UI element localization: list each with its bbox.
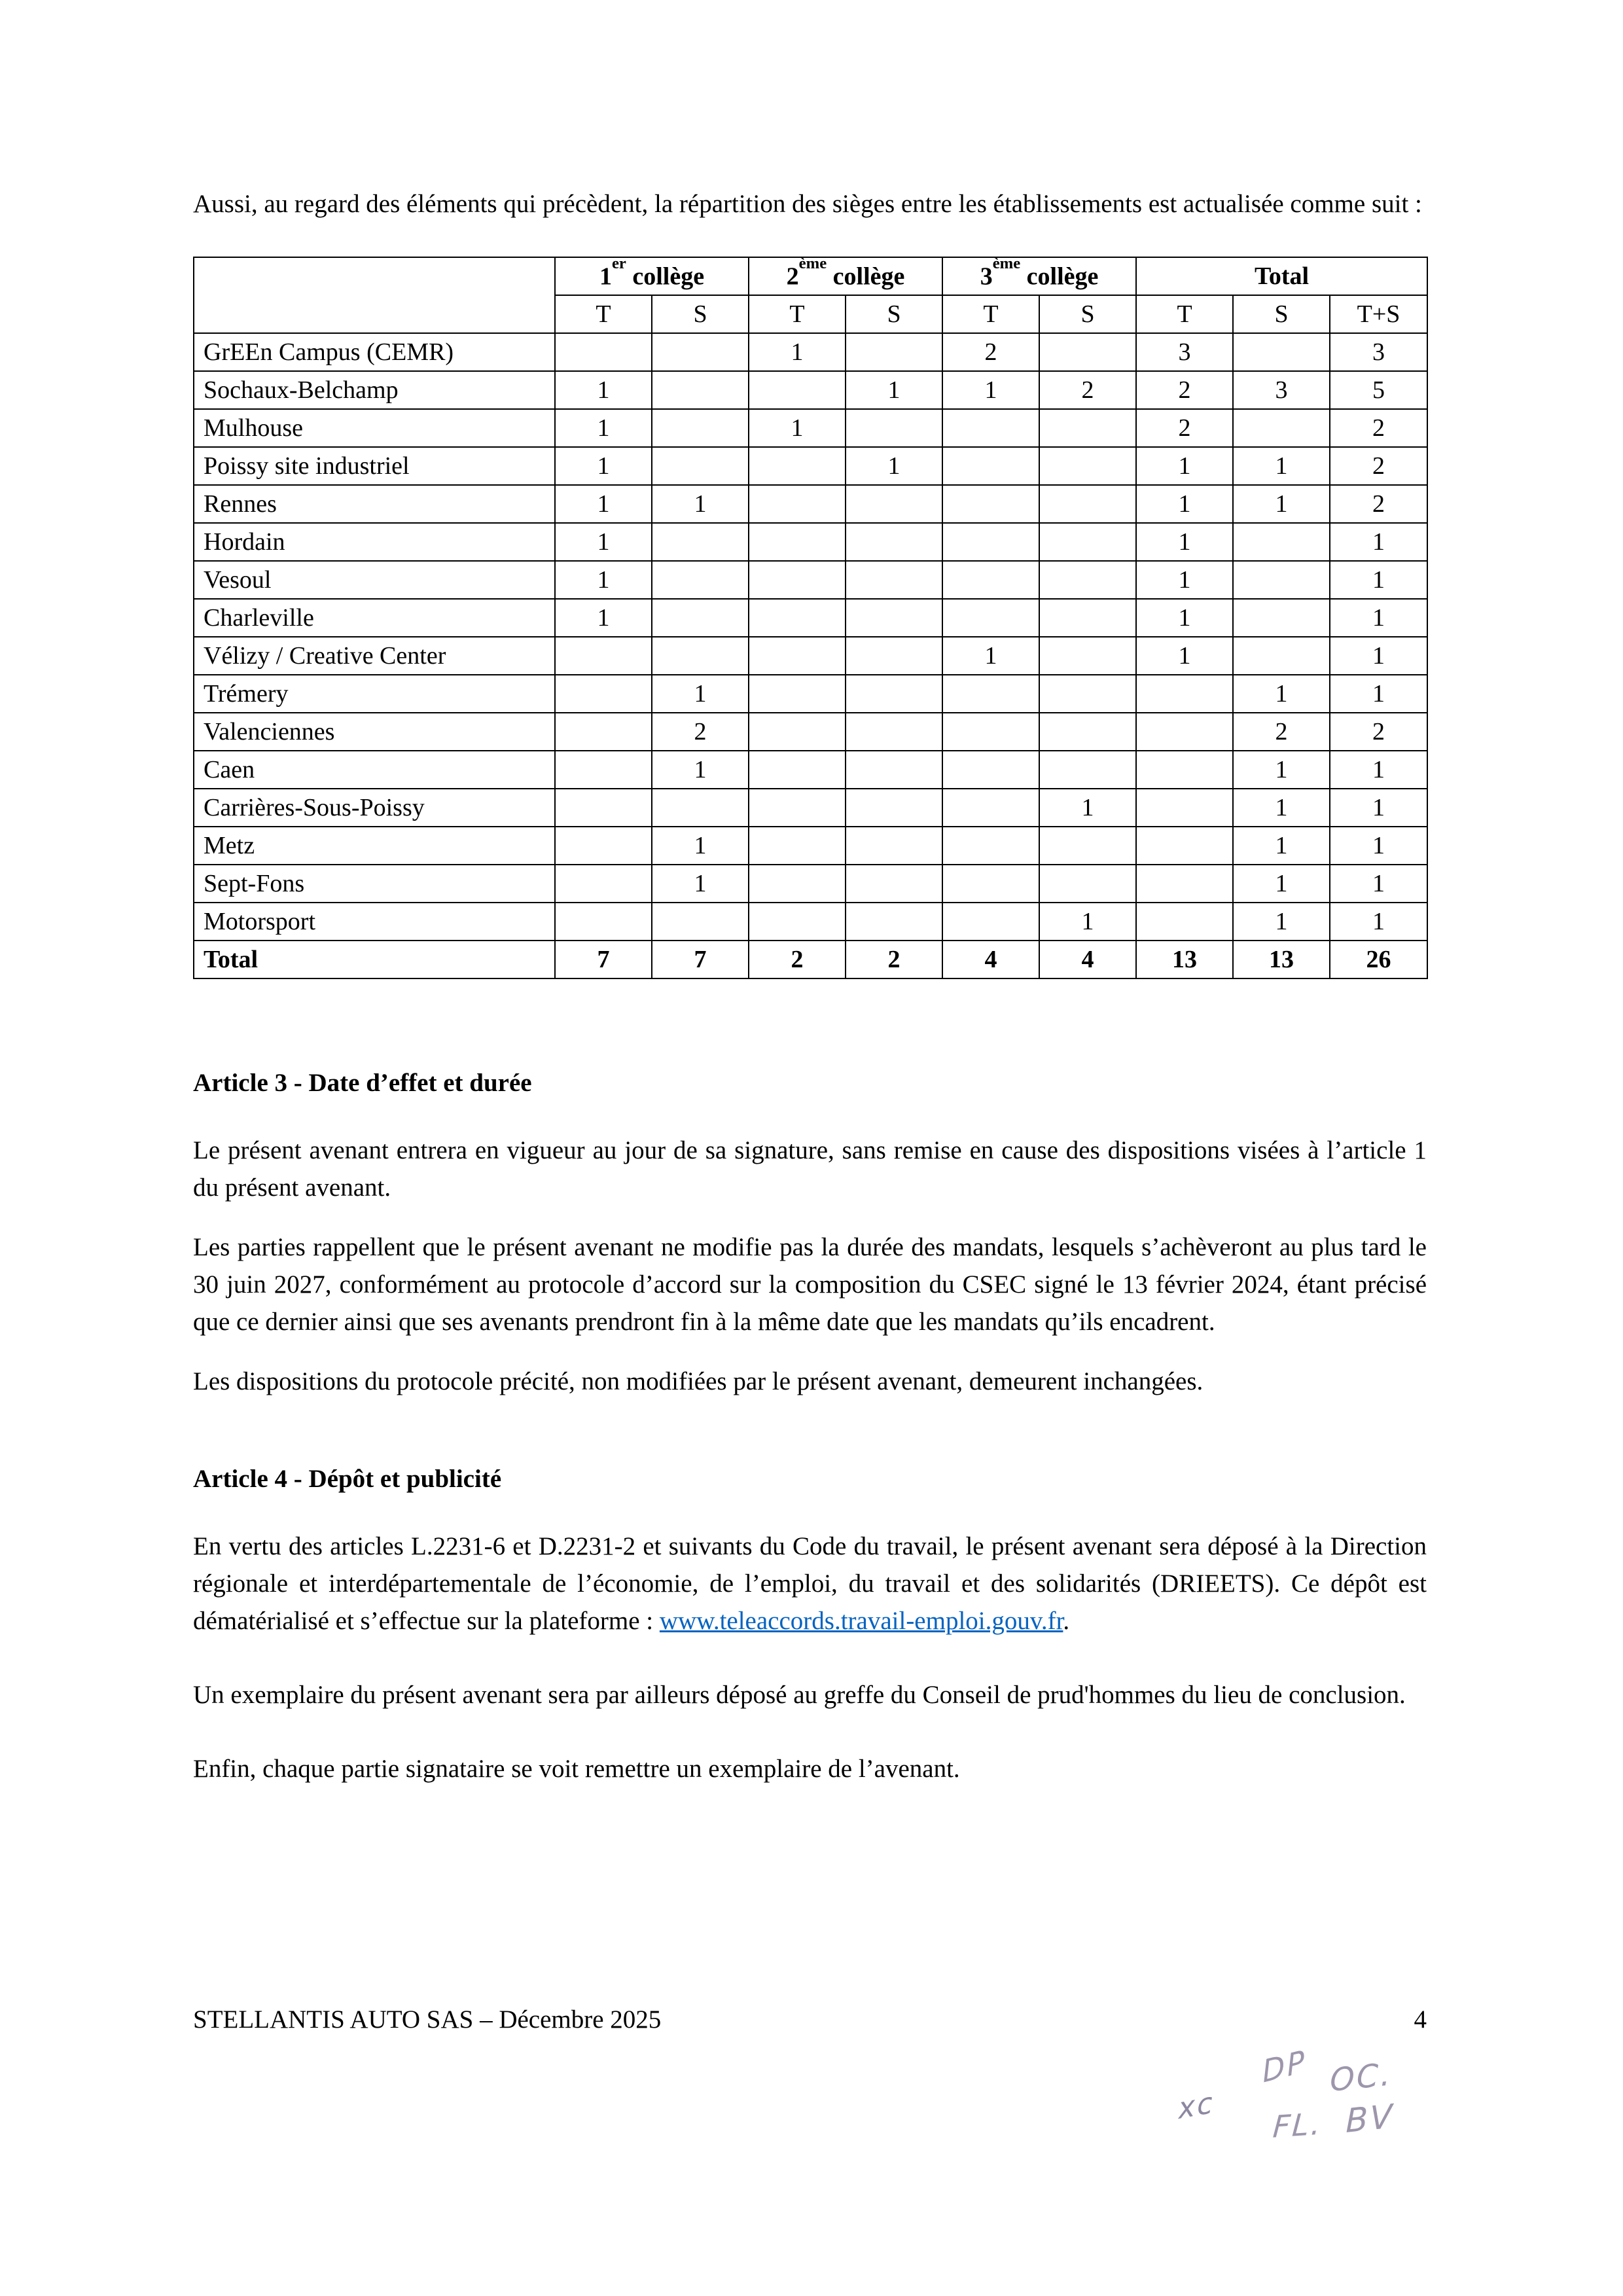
value-cell — [555, 903, 652, 941]
value-cell — [652, 333, 749, 371]
value-cell — [749, 789, 846, 827]
value-cell — [1233, 599, 1330, 637]
table-row — [194, 371, 1427, 409]
value-cell — [942, 865, 1039, 903]
table-row — [194, 599, 1427, 637]
college-1-number: 1 — [599, 262, 612, 291]
value-cell — [1136, 789, 1233, 827]
site-name-cell: Carrières-Sous-Poissy — [194, 789, 555, 827]
site-name-cell: Mulhouse — [194, 409, 555, 447]
value-cell — [555, 827, 652, 865]
value-cell — [749, 751, 846, 789]
subheader-total-s: S — [1233, 295, 1330, 333]
value-cell: 2 — [749, 941, 846, 978]
value-cell — [942, 523, 1039, 561]
value-cell — [942, 827, 1039, 865]
value-cell — [942, 713, 1039, 751]
value-cell — [1233, 523, 1330, 561]
value-cell — [846, 561, 942, 599]
value-cell — [749, 447, 846, 485]
value-cell — [1136, 751, 1233, 789]
value-cell: 1 — [1233, 827, 1330, 865]
value-cell: 1 — [1233, 789, 1330, 827]
subheader-s2: S — [846, 295, 942, 333]
value-cell — [942, 675, 1039, 713]
value-cell — [1136, 675, 1233, 713]
value-cell: 2 — [652, 713, 749, 751]
value-cell: 7 — [555, 941, 652, 978]
value-cell — [942, 789, 1039, 827]
value-cell: 1 — [1233, 865, 1330, 903]
value-cell: 1 — [555, 447, 652, 485]
table-body — [194, 333, 1427, 978]
value-cell — [1039, 561, 1136, 599]
value-cell: 1 — [1136, 485, 1233, 523]
value-cell — [1233, 561, 1330, 599]
value-cell: 1 — [652, 751, 749, 789]
value-cell: 13 — [1136, 941, 1233, 978]
value-cell: 1 — [846, 371, 942, 409]
value-cell — [555, 751, 652, 789]
value-cell — [652, 637, 749, 675]
value-cell: 1 — [555, 409, 652, 447]
handwritten-initials-dp: DP — [1261, 2043, 1308, 2090]
value-cell: 26 — [1330, 941, 1427, 978]
table-row — [194, 675, 1427, 713]
value-cell: 1 — [1039, 789, 1136, 827]
article-4-paragraph-1 — [193, 1528, 1427, 1640]
handwritten-initials-bv: BV — [1346, 2096, 1395, 2141]
value-cell — [846, 789, 942, 827]
value-cell: 1 — [1233, 485, 1330, 523]
college-1-label: collège — [626, 262, 705, 291]
value-cell — [749, 865, 846, 903]
value-cell — [942, 903, 1039, 941]
value-cell — [1136, 865, 1233, 903]
value-cell: 1 — [555, 523, 652, 561]
value-cell: 1 — [555, 599, 652, 637]
site-name-cell: Trémery — [194, 675, 555, 713]
value-cell — [749, 827, 846, 865]
value-cell — [652, 447, 749, 485]
table-row — [194, 333, 1427, 371]
value-cell: 1 — [652, 865, 749, 903]
college-3-header — [942, 254, 1136, 295]
value-cell: 1 — [1039, 903, 1136, 941]
value-cell: 2 — [1330, 409, 1427, 447]
value-cell: 1 — [1330, 789, 1427, 827]
value-cell — [749, 675, 846, 713]
college-2-number: 2 — [786, 262, 799, 291]
college-3-number: 3 — [980, 262, 993, 291]
subheader-t1: T — [555, 295, 652, 333]
value-cell — [846, 903, 942, 941]
value-cell — [652, 561, 749, 599]
subheader-t3: T — [942, 295, 1039, 333]
table-row — [194, 941, 1427, 978]
value-cell — [555, 865, 652, 903]
table-row — [194, 561, 1427, 599]
value-cell: 1 — [652, 675, 749, 713]
table-row — [194, 865, 1427, 903]
article-3-paragraph-1: Le présent avenant entrera en vigueur au jour de sa signature, sans remise en cause des dispositions visées à l’article 1 du présent avenant. — [193, 1136, 1427, 1202]
intro-paragraph: Aussi, au regard des éléments qui précèdent, la répartition des sièges entre les établissements est actualisée comme suit : — [193, 190, 1422, 218]
handwritten-initials-oc: OC. — [1330, 2055, 1393, 2100]
value-cell: 1 — [942, 637, 1039, 675]
value-cell — [942, 485, 1039, 523]
value-cell — [846, 485, 942, 523]
value-cell: 1 — [1233, 447, 1330, 485]
value-cell: 2 — [1039, 371, 1136, 409]
article-4-paragraph-1-text: En vertu des articles L.2231-6 et D.2231-2 et suivants du Code du travail, le présent avenant sera déposé à la Direction régionale et interdépartementale de l’économie, de l’emploi, du travail et des solidarités (DRIEETS). Ce dépôt est dématérialisé et s’effectue sur la plateforme : — [193, 1532, 1427, 1635]
table-row — [194, 713, 1427, 751]
value-cell — [1039, 751, 1136, 789]
college-1-ordinal: er — [611, 254, 626, 272]
value-cell — [1136, 903, 1233, 941]
subheader-total-t: T — [1136, 295, 1233, 333]
value-cell — [652, 789, 749, 827]
value-cell: 1 — [555, 371, 652, 409]
value-cell: 1 — [1136, 561, 1233, 599]
value-cell — [749, 561, 846, 599]
site-name-cell: Poissy site industriel — [194, 447, 555, 485]
value-cell: 3 — [1136, 333, 1233, 371]
table-row — [194, 637, 1427, 675]
value-cell — [1136, 713, 1233, 751]
value-cell: 1 — [1330, 561, 1427, 599]
subheader-total-ts: T+S — [1330, 295, 1427, 333]
value-cell — [652, 599, 749, 637]
value-cell — [1039, 675, 1136, 713]
subheader-s1: S — [652, 295, 749, 333]
value-cell — [846, 827, 942, 865]
value-cell — [846, 637, 942, 675]
value-cell — [942, 561, 1039, 599]
site-name-cell: GrEEn Campus (CEMR) — [194, 333, 555, 371]
value-cell: 2 — [846, 941, 942, 978]
table-row — [194, 827, 1427, 865]
value-cell: 1 — [749, 409, 846, 447]
value-cell — [846, 599, 942, 637]
value-cell — [555, 713, 652, 751]
value-cell — [749, 637, 846, 675]
value-cell: 1 — [1330, 637, 1427, 675]
seats-allocation-table — [193, 254, 1428, 979]
site-name-cell: Rennes — [194, 485, 555, 523]
value-cell: 1 — [1136, 599, 1233, 637]
value-cell: 3 — [1330, 333, 1427, 371]
table-row — [194, 485, 1427, 523]
value-cell: 1 — [1330, 599, 1427, 637]
value-cell — [942, 751, 1039, 789]
value-cell: 2 — [1136, 409, 1233, 447]
empty-corner-cell — [194, 257, 555, 333]
college-2-label: collège — [827, 262, 905, 291]
value-cell: 1 — [1330, 675, 1427, 713]
value-cell: 1 — [1233, 675, 1330, 713]
college-3-ordinal: ème — [992, 254, 1021, 272]
article-3-heading: Article 3 - Date d’effet et durée — [193, 1069, 532, 1097]
value-cell — [749, 599, 846, 637]
value-cell: 13 — [1233, 941, 1330, 978]
table-row — [194, 903, 1427, 941]
total-header: Total — [1136, 257, 1427, 295]
table-row — [194, 447, 1427, 485]
value-cell — [1039, 485, 1136, 523]
value-cell: 7 — [652, 941, 749, 978]
value-cell: 1 — [555, 561, 652, 599]
value-cell: 2 — [1233, 713, 1330, 751]
handwritten-initials-xc: xc — [1177, 2085, 1215, 2126]
value-cell — [942, 409, 1039, 447]
value-cell — [1136, 827, 1233, 865]
site-name-cell: Total — [194, 941, 555, 978]
site-name-cell: Sept-Fons — [194, 865, 555, 903]
value-cell: 1 — [749, 333, 846, 371]
value-cell: 5 — [1330, 371, 1427, 409]
value-cell — [652, 523, 749, 561]
article-3-paragraph-2: Les parties rappellent que le présent avenant ne modifie pas la durée des mandats, lesquels s’achèveront au plus tard le 30 juin 2027, conformément au protocole d’accord sur la composition du CSEC signé le 13 février 2024, étant précisé que ce dernier ainsi que ses avenants prendront fin à la même date que les mandats qu’ils encadrent. — [193, 1233, 1427, 1336]
value-cell — [652, 371, 749, 409]
college-2-header — [749, 254, 942, 295]
value-cell — [555, 637, 652, 675]
value-cell — [846, 523, 942, 561]
value-cell: 1 — [1136, 447, 1233, 485]
value-cell — [652, 409, 749, 447]
value-cell: 3 — [1233, 371, 1330, 409]
subheader-t2: T — [749, 295, 846, 333]
value-cell — [749, 903, 846, 941]
value-cell — [749, 523, 846, 561]
page-content — [193, 185, 1427, 1787]
value-cell: 1 — [1136, 637, 1233, 675]
value-cell — [1233, 333, 1330, 371]
site-name-cell: Hordain — [194, 523, 555, 561]
site-name-cell: Sochaux-Belchamp — [194, 371, 555, 409]
college-1-header — [555, 254, 749, 295]
value-cell — [1039, 827, 1136, 865]
site-name-cell: Metz — [194, 827, 555, 865]
value-cell: 1 — [1330, 751, 1427, 789]
value-cell — [1039, 713, 1136, 751]
teleaccords-link[interactable]: www.teleaccords.travail-emploi.gouv.fr — [659, 1607, 1063, 1635]
value-cell — [1039, 447, 1136, 485]
value-cell: 1 — [846, 447, 942, 485]
value-cell: 2 — [1330, 447, 1427, 485]
footer-document-title: STELLANTIS AUTO SAS – Décembre 2025 — [193, 2005, 662, 2034]
site-name-cell: Vélizy / Creative Center — [194, 637, 555, 675]
value-cell: 1 — [555, 485, 652, 523]
article-4-heading: Article 4 - Dépôt et publicité — [193, 1465, 502, 1493]
value-cell: 1 — [1330, 827, 1427, 865]
value-cell: 1 — [1330, 865, 1427, 903]
college-header-row — [194, 257, 1427, 295]
value-cell — [846, 865, 942, 903]
subheader-s3: S — [1039, 295, 1136, 333]
site-name-cell: Vesoul — [194, 561, 555, 599]
value-cell — [846, 713, 942, 751]
value-cell: 2 — [1330, 485, 1427, 523]
site-name-cell: Motorsport — [194, 903, 555, 941]
value-cell — [1233, 409, 1330, 447]
value-cell: 4 — [1039, 941, 1136, 978]
site-name-cell: Caen — [194, 751, 555, 789]
value-cell — [1039, 637, 1136, 675]
value-cell — [1039, 333, 1136, 371]
article-4-paragraph-1-period: . — [1063, 1607, 1070, 1635]
table-row — [194, 789, 1427, 827]
value-cell — [555, 675, 652, 713]
value-cell: 1 — [1330, 903, 1427, 941]
value-cell: 2 — [942, 333, 1039, 371]
value-cell: 1 — [1330, 523, 1427, 561]
value-cell: 1 — [1233, 751, 1330, 789]
value-cell — [749, 371, 846, 409]
value-cell — [555, 333, 652, 371]
value-cell — [749, 485, 846, 523]
value-cell — [555, 789, 652, 827]
table-row — [194, 409, 1427, 447]
value-cell: 1 — [942, 371, 1039, 409]
value-cell: 2 — [1330, 713, 1427, 751]
value-cell — [846, 333, 942, 371]
value-cell — [749, 713, 846, 751]
page-footer — [193, 2005, 1427, 2034]
value-cell — [1039, 409, 1136, 447]
article-4-paragraph-3: Enfin, chaque partie signataire se voit remettre un exemplaire de l’avenant. — [193, 1755, 960, 1783]
value-cell — [846, 675, 942, 713]
college-3-label: collège — [1020, 262, 1099, 291]
value-cell — [942, 447, 1039, 485]
value-cell: 2 — [1136, 371, 1233, 409]
site-name-cell: Valenciennes — [194, 713, 555, 751]
value-cell — [942, 599, 1039, 637]
footer-page-number: 4 — [1414, 2005, 1427, 2034]
table-row — [194, 523, 1427, 561]
college-2-ordinal: ème — [798, 254, 827, 272]
table-row — [194, 751, 1427, 789]
value-cell: 1 — [1233, 903, 1330, 941]
value-cell — [1039, 523, 1136, 561]
article-3-paragraph-3: Les dispositions du protocole précité, non modifiées par le présent avenant, demeurent inchangées. — [193, 1367, 1204, 1395]
value-cell: 4 — [942, 941, 1039, 978]
article-4-paragraph-2: Un exemplaire du présent avenant sera par ailleurs déposé au greffe du Conseil de prud'hommes du lieu de conclusion. — [193, 1681, 1406, 1709]
value-cell — [846, 751, 942, 789]
value-cell — [652, 903, 749, 941]
value-cell: 1 — [1136, 523, 1233, 561]
value-cell — [1039, 599, 1136, 637]
site-name-cell: Charleville — [194, 599, 555, 637]
value-cell — [846, 409, 942, 447]
handwritten-initials-fl: FL. — [1272, 2106, 1324, 2145]
value-cell: 1 — [652, 485, 749, 523]
value-cell — [1039, 865, 1136, 903]
value-cell: 1 — [652, 827, 749, 865]
value-cell — [1233, 637, 1330, 675]
